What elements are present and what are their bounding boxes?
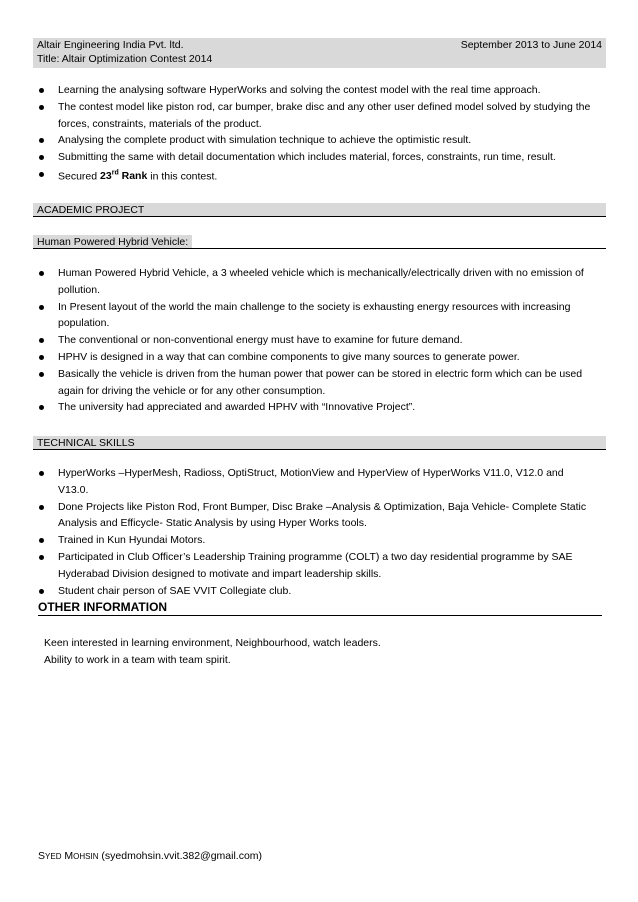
footer-last-rest: OHSIN bbox=[73, 852, 99, 861]
list-item: In Present layout of the world the main challenge to the society is exhausting energy resources with increasing population. bbox=[36, 299, 596, 333]
section-other-information: OTHER INFORMATION bbox=[38, 600, 602, 616]
footer-contact bbox=[38, 850, 262, 862]
list-item: Analysing the complete product with simulation technique to achieve the optimistic result. bbox=[36, 132, 596, 149]
footer-first-initial: S bbox=[38, 850, 46, 862]
rank-suffix: in this contest. bbox=[147, 170, 218, 183]
project-title: Human Powered Hybrid Vehicle: bbox=[33, 235, 192, 248]
academic-list bbox=[36, 265, 596, 416]
footer-last-initial: M bbox=[64, 850, 74, 862]
other-information-body bbox=[44, 635, 381, 669]
list-item: Student chair person of SAE VVIT Collegiate club. bbox=[36, 583, 596, 600]
company-name: Altair Engineering India Pvt. ltd. bbox=[37, 39, 184, 51]
list-item: HPHV is designed in a way that can combine components to give many sources to generate power. bbox=[36, 349, 596, 366]
footer-first-rest: YED bbox=[45, 852, 62, 861]
contest-list bbox=[36, 82, 596, 185]
rank-number bbox=[100, 170, 147, 182]
list-item: Basically the vehicle is driven from the human power that power can be stored in electric form which can be used again for driving the vehicle or for any other consumption. bbox=[36, 366, 596, 400]
contest-title: Title: Altair Optimization Contest 2014 bbox=[37, 53, 213, 65]
list-item: The university had appreciated and awarded HPHV with “Innovative Project”. bbox=[36, 399, 596, 416]
list-item: Participated in Club Officer’s Leadership Training programme (COLT) a two day residential programme by SAE Hyderabad Division designed to motivate and impart leadership skills. bbox=[36, 549, 596, 583]
date-range: September 2013 to June 2014 bbox=[460, 39, 602, 51]
list-item: Submitting the same with detail documentation which includes material, forces, constraints, run time, result. bbox=[36, 149, 596, 166]
section-technical-skills: TECHNICAL SKILLS bbox=[33, 436, 606, 450]
other-line: Ability to work in a team with team spirit. bbox=[44, 654, 231, 666]
list-item: Learning the analysing software HyperWorks and solving the contest model with the real time approach. bbox=[36, 82, 596, 99]
list-item: Done Projects like Piston Rod, Front Bumper, Disc Brake –Analysis & Optimization, Baja Vehicle- Complete Static Analysis and Efficycle- Static Analysis by using Hyper Works tools. bbox=[36, 499, 596, 533]
list-item: The conventional or non-conventional energy must have to examine for future demand. bbox=[36, 332, 596, 349]
list-item: HyperWorks –HyperMesh, Radioss, OptiStruct, MotionView and HyperView of HyperWorks V11.0, V12.0 and V13.0. bbox=[36, 465, 596, 499]
rank-suffix-sup: rd bbox=[111, 169, 119, 177]
rank-word: Rank bbox=[118, 170, 148, 183]
list-item-rank bbox=[36, 166, 596, 185]
list-item: The contest model like piston rod, car bumper, brake disc and any other user defined model solved by studying the forces, constraints, materials of the product. bbox=[36, 99, 596, 133]
list-item: Trained in Kun Hyundai Motors. bbox=[36, 532, 596, 549]
project-title-bar bbox=[33, 235, 606, 249]
footer-email: (syedmohsin.vvit.382@gmail.com) bbox=[98, 850, 263, 862]
rank-prefix: Secured bbox=[58, 170, 101, 183]
other-line: Keen interested in learning environment, Neighbourhood, watch leaders. bbox=[44, 637, 381, 649]
section-academic-project: ACADEMIC PROJECT bbox=[33, 203, 606, 217]
job-header bbox=[33, 38, 606, 68]
rank-num: 23 bbox=[100, 170, 112, 183]
list-item: Human Powered Hybrid Vehicle, a 3 wheeled vehicle which is mechanically/electrically driven with no emission of pollution. bbox=[36, 265, 596, 299]
technical-list bbox=[36, 465, 596, 599]
